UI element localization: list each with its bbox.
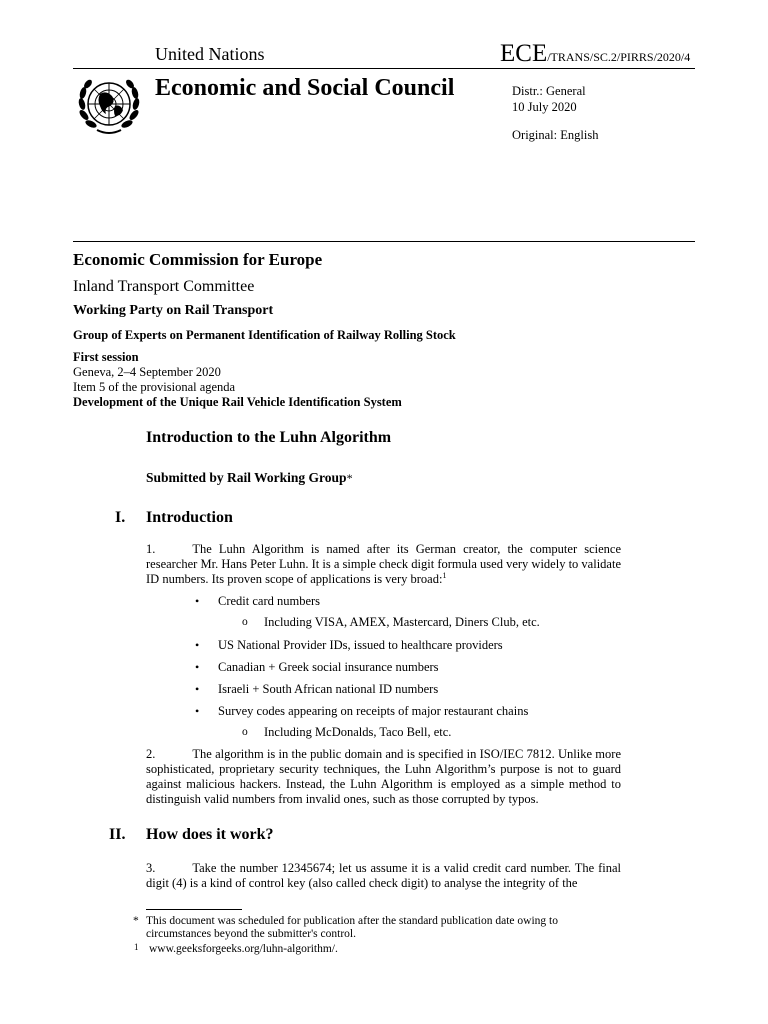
paragraph-1 xyxy=(146,542,621,587)
distribution: Distr.: General xyxy=(512,84,586,98)
working-party-heading: Working Party on Rail Transport xyxy=(73,303,274,318)
un-emblem-icon xyxy=(73,76,145,136)
list-sub-item: Including VISA, AMEX, Mastercard, Diners Club, etc. xyxy=(264,615,540,629)
paragraph-2-number: 2. xyxy=(146,747,156,761)
paragraph-3-number: 3. xyxy=(146,861,156,875)
symbol-rest: /TRANS/SC.2/PIRRS/2020/4 xyxy=(547,50,691,64)
section-1-title: Introduction xyxy=(146,509,233,526)
paragraph-3-text: Take the number 12345674; let us assume it is a valid credit card number. The final digit (4) is a kind of control key (also called check digit) to analyse the integrity of the xyxy=(146,861,621,890)
footnote-star-line-1: This document was scheduled for publication after the standard publication date owing to xyxy=(146,915,558,927)
submitted-by-text: Submitted by Rail Working Group xyxy=(146,470,347,485)
bullet-icon: • xyxy=(195,594,200,608)
footnote-star-mark: * xyxy=(133,915,139,927)
sub-bullet-icon: o xyxy=(242,726,248,738)
agenda-item: Item 5 of the provisional agenda xyxy=(73,380,236,394)
commission-heading: Economic Commission for Europe xyxy=(73,250,323,269)
submitted-footnote-mark: * xyxy=(346,471,353,485)
header-rule-top xyxy=(73,68,695,69)
footnote-1-mark: 1 xyxy=(134,942,139,952)
session: First session xyxy=(73,350,139,364)
footnote-star-line-2: circumstances beyond the submitter's control. xyxy=(146,928,356,940)
sub-bullet-icon: o xyxy=(242,616,248,628)
document-title: Introduction to the Luhn Algorithm xyxy=(146,429,392,446)
bullet-icon: • xyxy=(195,704,200,718)
list-item: Survey codes appearing on receipts of major restaurant chains xyxy=(218,704,529,718)
list-item: Israeli + South African national ID numbers xyxy=(218,682,439,696)
council-name: Economic and Social Council xyxy=(155,75,455,101)
section-1-number: I. xyxy=(115,509,126,526)
document-symbol xyxy=(500,40,690,68)
symbol-main: ECE xyxy=(500,40,548,67)
agenda-title: Development of the Unique Rail Vehicle Identification System xyxy=(73,395,402,409)
paragraph-1-text: The Luhn Algorithm is named after its German creator, the computer science researcher Mr. Hans Peter Luhn. It is a simple check digit formula used very widely to validate ID numbers. Its proven scope of applications is very broad: xyxy=(146,542,621,586)
list-item: Credit card numbers xyxy=(218,594,321,608)
footnote-1-text: www.geeksforgeeks.org/luhn-algorithm/. xyxy=(149,943,338,955)
document-date: 10 July 2020 xyxy=(512,100,577,114)
place-date: Geneva, 2–4 September 2020 xyxy=(73,365,221,379)
footnote-ref-1: 1 xyxy=(442,570,447,580)
bullet-icon: • xyxy=(195,682,200,696)
bullet-icon: • xyxy=(195,638,200,652)
paragraph-1-number: 1. xyxy=(146,542,156,556)
header-rule-bottom xyxy=(73,241,695,242)
paragraph-2 xyxy=(146,747,621,807)
section-2-title: How does it work? xyxy=(146,826,274,843)
org-name: United Nations xyxy=(155,44,265,64)
footnote-separator xyxy=(146,909,242,910)
original-language: Original: English xyxy=(512,128,599,142)
group-heading: Group of Experts on Permanent Identification of Railway Rolling Stock xyxy=(73,328,456,342)
paragraph-2-text: The algorithm is in the public domain and is specified in ISO/IEC 7812. Unlike more sophisticated, proprietary security techniques, the Luhn Algorithm’s purpose is not to guard against malicious hackers. Instead, the Luhn Algorithm is employed as a simple method to distinguish valid numbers from invalid ones, such as those corrupted by typos. xyxy=(146,747,621,806)
committee-heading: Inland Transport Committee xyxy=(73,278,255,295)
list-item: US National Provider IDs, issued to healthcare providers xyxy=(218,638,503,652)
submitted-by xyxy=(146,470,353,486)
paragraph-3 xyxy=(146,861,621,891)
list-sub-item: Including McDonalds, Taco Bell, etc. xyxy=(264,725,452,739)
section-2-number: II. xyxy=(109,826,126,843)
bullet-icon: • xyxy=(195,660,200,674)
list-item: Canadian + Greek social insurance numbers xyxy=(218,660,439,674)
